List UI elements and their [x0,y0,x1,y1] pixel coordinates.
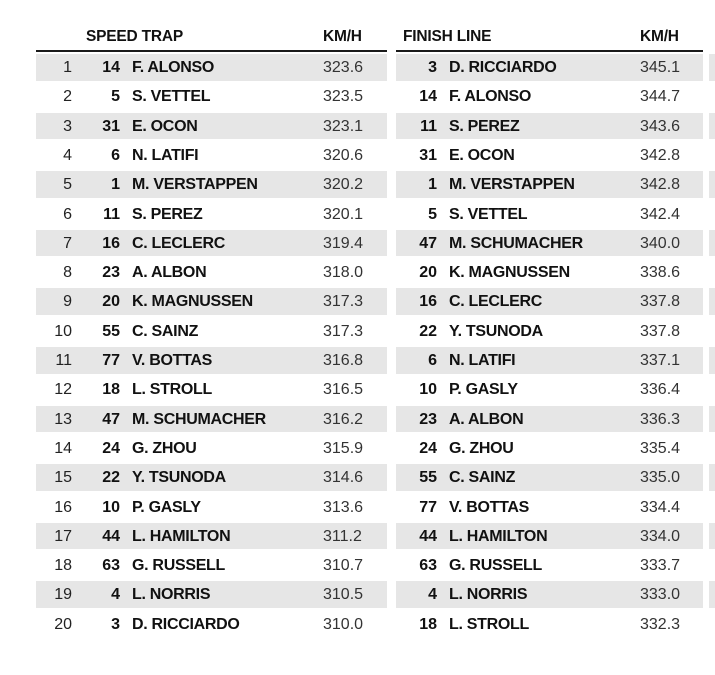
speed-trap-kmh: 323.1 [323,117,364,135]
speed-trap-car-number: 44 [102,527,120,545]
table-row [0,346,715,375]
row-stripe [709,406,715,433]
finish-line-car-number: 6 [428,352,437,369]
speed-trap-driver: L. NORRIS [132,586,211,604]
speed-trap-car-number: 14 [102,59,120,76]
speed-trap-position: 12 [54,381,72,399]
row-stripe [709,581,715,608]
table-row [0,141,715,170]
finish-line-heading: FINISH LINE [403,28,492,45]
row-stripe [709,347,715,374]
speed-trap-driver: M. VERSTAPPEN [132,176,258,194]
speed-trap-car-number: 16 [102,234,120,252]
table-row [0,317,715,346]
speed-trap-kmh: 323.6 [323,59,364,76]
finish-line-kmh: 343.6 [640,117,681,135]
finish-line-driver: D. RICCIARDO [449,59,557,76]
table-row [0,112,715,141]
table-row [0,434,715,463]
speed-trap-car-number: 77 [102,352,120,369]
speed-trap-driver: M. SCHUMACHER [132,410,266,428]
speed-trap-driver: P. GASLY [132,498,201,516]
finish-line-driver: L. STROLL [449,615,529,633]
finish-line-car-number: 4 [428,586,437,604]
speed-trap-position: 3 [63,117,72,135]
speed-trap-driver: L. STROLL [132,381,212,399]
speed-trap-car-number: 18 [102,381,120,399]
speed-trap-car-number: 22 [102,469,120,487]
speed-trap-heading: SPEED TRAP [86,28,184,45]
finish-line-kmh: 344.7 [640,88,681,106]
finish-line-driver: S. PEREZ [449,117,520,135]
finish-line-kmh: 335.0 [640,469,681,487]
speed-trap-driver: C. LECLERC [132,234,226,252]
speed-trap-car-number: 47 [102,410,120,428]
speed-trap-kmh: 315.9 [323,439,364,457]
finish-line-car-number: 20 [419,264,437,282]
finish-line-kmh: 333.7 [640,557,681,575]
speed-trap-car-number: 5 [111,88,120,106]
finish-line-kmh: 332.3 [640,615,681,633]
finish-line-kmh: 336.3 [640,410,681,428]
finish-line-kmh: 342.4 [640,205,681,223]
speed-trap-position: 11 [55,352,72,369]
table-row [0,580,715,609]
finish-line-car-number: 3 [428,59,437,76]
speed-trap-driver: A. ALBON [132,264,207,282]
finish-line-kmh: 336.4 [640,381,681,399]
speed-trap-position: 4 [63,146,72,164]
table-row [0,405,715,434]
finish-line-kmh: 335.4 [640,439,681,457]
speed-trap-position: 19 [54,586,72,604]
finish-line-kmh: 342.8 [640,146,681,164]
speed-trap-car-number: 23 [102,264,120,282]
finish-line-driver: P. GASLY [449,381,518,399]
speed-trap-position: 9 [63,293,72,311]
finish-line-driver: N. LATIFI [449,352,516,369]
speed-trap-kmh: 310.5 [323,586,364,604]
speed-trap-position: 17 [54,527,72,545]
speed-trap-car-number: 24 [102,439,120,457]
finish-line-driver: G. RUSSELL [449,557,543,575]
row-stripe [709,464,715,491]
table-row [0,463,715,492]
speed-trap-driver: G. RUSSELL [132,557,226,575]
finish-line-driver: Y. TSUNODA [449,322,543,340]
speed-trap-kmh: 317.3 [323,293,364,311]
speed-trap-position: 2 [63,88,72,106]
speed-trap-car-number: 10 [102,498,120,516]
finish-line-kmh: 338.6 [640,264,681,282]
speed-trap-position: 15 [54,469,72,487]
table-row [0,229,715,258]
table-row [0,200,715,229]
finish-line-driver: S. VETTEL [449,205,528,223]
finish-line-driver: L. HAMILTON [449,527,548,545]
speed-trap-car-number: 1 [111,176,120,194]
speed-trap-driver: S. VETTEL [132,88,211,106]
speed-trap-driver: C. SAINZ [132,322,199,340]
finish-line-kmh: 337.8 [640,293,681,311]
speed-trap-kmh-heading: KM/H [323,28,362,45]
finish-line-car-number: 44 [419,527,437,545]
speed-trap-kmh: 313.6 [323,498,364,516]
finish-line-driver: E. OCON [449,146,515,164]
speed-trap-driver: S. PEREZ [132,205,203,223]
speed-trap-car-number: 63 [102,557,120,575]
finish-line-car-number: 22 [419,322,437,340]
speed-trap-kmh: 316.8 [323,352,364,369]
table-row [0,551,715,580]
speed-trap-driver: D. RICCIARDO [132,615,240,633]
finish-line-driver: F. ALONSO [449,88,532,106]
row-stripe [709,171,715,198]
finish-line-car-number: 1 [428,176,437,194]
finish-line-kmh: 337.1 [640,352,681,369]
speed-trap-position: 5 [63,176,72,194]
table-header [0,0,715,48]
finish-line-kmh: 340.0 [640,234,681,252]
table-row [0,610,715,639]
finish-line-car-number: 77 [419,498,437,516]
finish-line-car-number: 63 [419,557,437,575]
finish-line-car-number: 14 [419,88,437,106]
speed-trap-kmh: 316.5 [323,381,364,399]
speed-trap-car-number: 3 [111,615,120,633]
table-row [0,170,715,199]
speed-trap-driver: L. HAMILTON [132,527,231,545]
finish-line-car-number: 5 [428,205,437,223]
speed-trap-position: 1 [63,59,72,76]
table-row [0,493,715,522]
finish-line-car-number: 16 [419,293,437,311]
finish-line-kmh: 333.0 [640,586,681,604]
speed-trap-driver: F. ALONSO [132,59,215,76]
finish-line-kmh-heading: KM/H [640,28,679,45]
speed-trap-kmh: 320.2 [323,176,364,194]
speed-trap-position: 14 [54,439,72,457]
speed-trap-kmh: 317.3 [323,322,364,340]
table-row [0,82,715,111]
speed-trap-position: 7 [63,234,72,252]
speed-trap-position: 20 [54,615,72,633]
speed-trap-car-number: 31 [102,117,120,135]
speed-trap-kmh: 319.4 [323,234,364,252]
finish-line-driver: C. LECLERC [449,293,543,311]
speed-trap-position: 10 [54,322,72,340]
speed-trap-driver: Y. TSUNODA [132,469,226,487]
table-row [0,375,715,404]
row-stripe [709,523,715,550]
finish-line-kmh: 342.8 [640,176,681,194]
finish-line-car-number: 24 [419,439,437,457]
speed-trap-driver: E. OCON [132,117,198,135]
finish-line-driver: M. SCHUMACHER [449,234,583,252]
table-row [0,258,715,287]
speed-trap-car-number: 20 [102,293,120,311]
speed-trap-kmh: 320.1 [323,205,364,223]
row-stripe [709,288,715,315]
speed-trap-car-number: 4 [111,586,120,604]
finish-line-driver: K. MAGNUSSEN [449,264,570,282]
speed-trap-kmh: 310.7 [323,557,364,575]
speed-trap-driver: V. BOTTAS [132,352,212,369]
finish-line-driver: M. VERSTAPPEN [449,176,575,194]
finish-line-car-number: 10 [419,381,437,399]
finish-line-car-number: 11 [420,117,437,135]
speed-trap-kmh: 318.0 [323,264,364,282]
speed-trap-position: 18 [54,557,72,575]
table-row [0,287,715,316]
speed-trap-position: 6 [63,205,72,223]
speed-trap-position: 16 [54,498,72,516]
speed-trap-kmh: 316.2 [323,410,364,428]
speed-trap-header-rule [36,50,387,52]
finish-line-kmh: 337.8 [640,322,681,340]
speed-trap-driver: G. ZHOU [132,439,197,457]
speed-trap-driver: K. MAGNUSSEN [132,293,253,311]
speed-trap-position: 8 [63,264,72,282]
speed-trap-kmh: 311.2 [323,527,362,545]
finish-line-header-rule [396,50,703,52]
finish-line-kmh: 334.0 [640,527,681,545]
speed-trap-kmh: 310.0 [323,615,364,633]
finish-line-driver: C. SAINZ [449,469,516,487]
row-stripe [709,113,715,140]
speed-trap-car-number: 6 [111,146,120,164]
finish-line-driver: A. ALBON [449,410,524,428]
finish-line-car-number: 23 [419,410,437,428]
speed-trap-kmh: 323.5 [323,88,364,106]
speed-trap-car-number: 11 [103,205,120,223]
finish-line-car-number: 31 [419,146,437,164]
finish-line-driver: V. BOTTAS [449,498,529,516]
table-row [0,53,715,82]
finish-line-kmh: 334.4 [640,498,681,516]
row-stripe [709,54,715,81]
finish-line-car-number: 18 [419,615,437,633]
finish-line-kmh: 345.1 [640,59,681,76]
speed-trap-position: 13 [54,410,72,428]
finish-line-car-number: 47 [419,234,437,252]
speed-trap-kmh: 320.6 [323,146,364,164]
speed-trap-car-number: 55 [102,322,120,340]
finish-line-car-number: 55 [419,469,437,487]
row-stripe [709,230,715,257]
speed-trap-driver: N. LATIFI [132,146,199,164]
speed-trap-kmh: 314.6 [323,469,364,487]
finish-line-driver: L. NORRIS [449,586,528,604]
table-row [0,522,715,551]
finish-line-driver: G. ZHOU [449,439,514,457]
